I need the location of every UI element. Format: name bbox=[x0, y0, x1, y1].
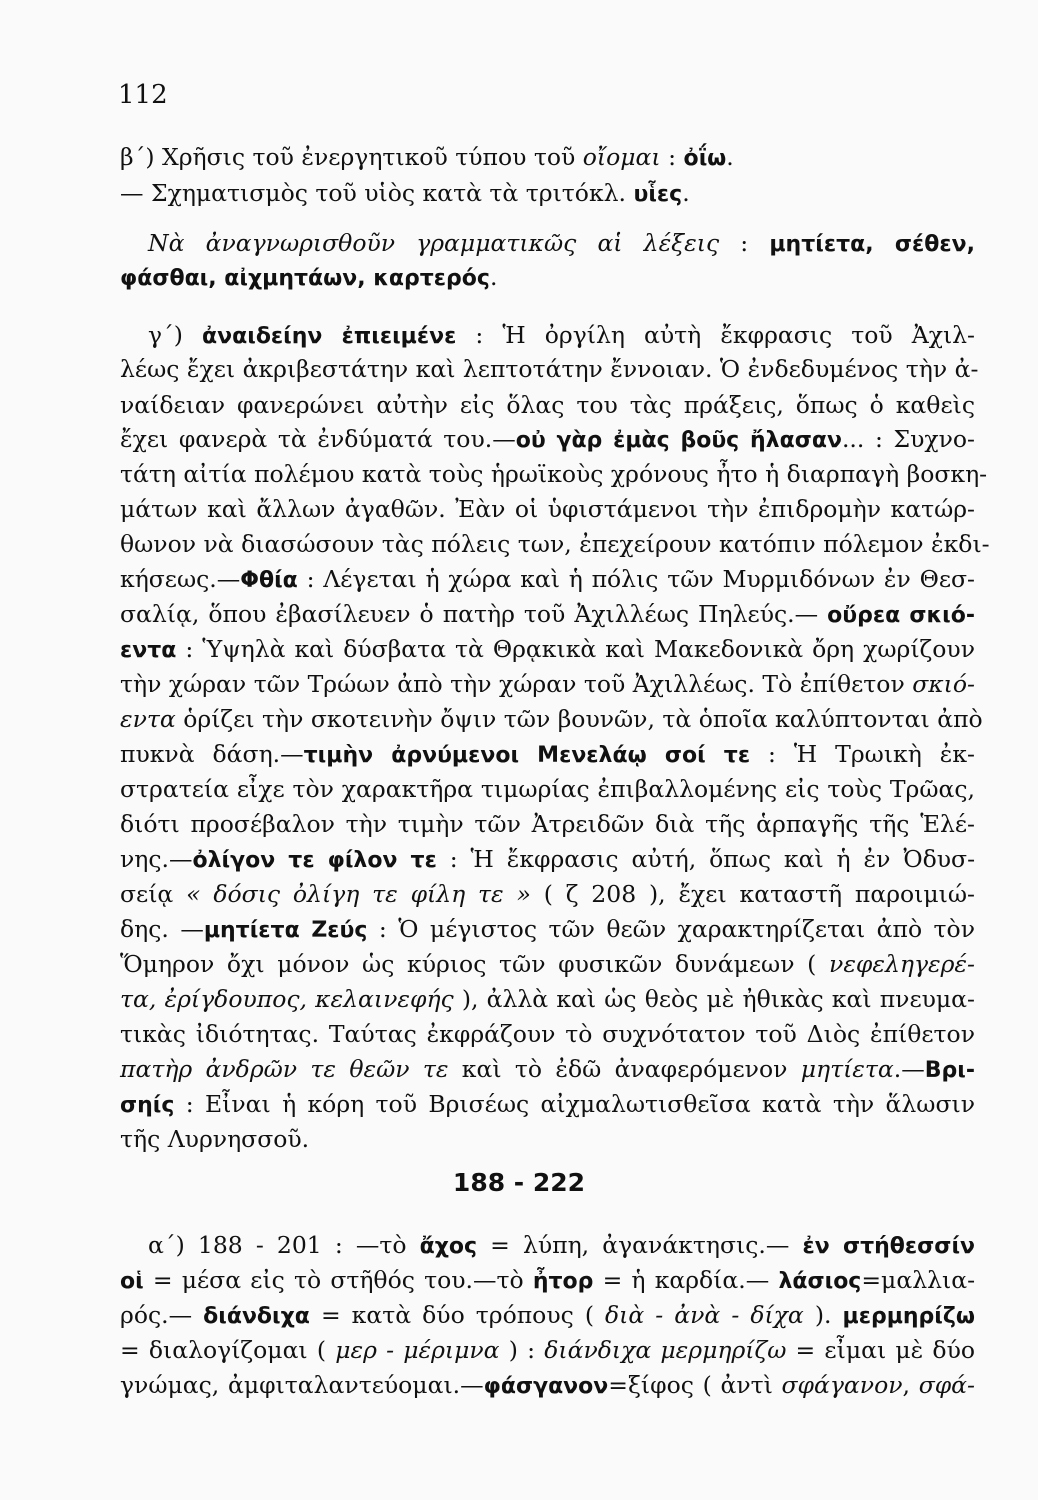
text-run: =μαλλια- bbox=[861, 1266, 976, 1294]
text-run: πυκνὰ δάση.— bbox=[120, 740, 304, 768]
text-line bbox=[148, 318, 975, 354]
italic-text: νεφεληγερέ- bbox=[829, 950, 975, 978]
text-run: κήσεως.— bbox=[120, 565, 241, 593]
text-run: . bbox=[682, 179, 690, 207]
italic-text: μητίετα bbox=[800, 1055, 894, 1083]
bold-term: ἦτορ bbox=[532, 1269, 594, 1294]
text-line bbox=[120, 260, 975, 296]
text-run: =ξίφος ( ἀντὶ bbox=[608, 1371, 782, 1399]
text-run: ) : bbox=[499, 1336, 545, 1364]
bold-term: λάσιος bbox=[778, 1269, 862, 1294]
text-run: = λύπη, ἀγανάκτησις.— bbox=[477, 1231, 803, 1259]
italic-text: τα, ἐρίγδουπος, κελαινεφής bbox=[120, 985, 454, 1013]
text-line bbox=[120, 772, 975, 806]
text-run: δης. — bbox=[120, 915, 204, 943]
bold-term: ἐν στήθεσσίν bbox=[802, 1234, 975, 1259]
text-run: .— bbox=[893, 1055, 925, 1083]
text-line bbox=[120, 422, 975, 458]
text-run: σαλίᾳ, ὅπου ἐβασίλευεν ὁ πατὴρ τοῦ Ἀχιλλέως Πηλεύς.— bbox=[120, 600, 828, 628]
text-run: τῆς Λυρνησσοῦ. bbox=[120, 1125, 310, 1153]
italic-text: Νὰ ἀναγνωρισθοῦν γραμματικῶς αἱ λέξεις bbox=[148, 229, 720, 257]
bold-term: σηίς bbox=[120, 1093, 175, 1118]
text-line bbox=[120, 597, 975, 633]
italic-text: εντα bbox=[120, 705, 176, 733]
bold-term: διάνδιχα bbox=[203, 1304, 310, 1329]
text-run: στρατεία εἶχε τὸν χαρακτῆρα τιμωρίας ἐπιβαλλομένης εἰς τοὺς Τρῶας, bbox=[120, 775, 975, 803]
text-line bbox=[120, 1017, 975, 1051]
text-line bbox=[120, 527, 990, 561]
text-run: γ΄) bbox=[148, 321, 203, 349]
text-line bbox=[120, 352, 979, 386]
bold-term: μητίετα, σέθεν, bbox=[769, 232, 976, 257]
text-line bbox=[120, 140, 975, 176]
text-run: : bbox=[719, 229, 770, 257]
text-line bbox=[120, 388, 975, 422]
text-run: καὶ τὸ ἐδῶ ἀναφερόμενον bbox=[448, 1055, 801, 1083]
text-run: ... : Συχνο- bbox=[841, 425, 975, 453]
bold-term: φάσγανον bbox=[483, 1374, 609, 1399]
bold-term: υἷες bbox=[633, 182, 683, 207]
italic-text: οἴομαι bbox=[582, 143, 661, 171]
text-run: — Σχηματισμὸς τοῦ υἱὸς κατὰ τὰ τριτόκλ. bbox=[120, 179, 634, 207]
text-line bbox=[120, 1368, 975, 1404]
text-line bbox=[120, 562, 975, 598]
text-run: θωνον νὰ διασώσουν τὰς πόλεις των, ἐπεχείρουν κατόπιν πόλεμον ἐκδι- bbox=[120, 530, 990, 558]
text-run: β΄) Χρῆσις τοῦ ἐνεργητικοῦ τύπου τοῦ bbox=[120, 143, 583, 171]
italic-text: μερ - μέριμνα bbox=[335, 1336, 500, 1364]
text-run: : Ἡ Τρωικὴ ἐκ- bbox=[750, 740, 975, 768]
text-run: = ἡ καρδία.— bbox=[593, 1266, 779, 1294]
text-run: ), ἀλλὰ καὶ ὡς θεὸς μὲ ἠθικὰς καὶ πνευμα- bbox=[453, 985, 975, 1013]
bold-term: ἄχος bbox=[419, 1234, 478, 1259]
bold-term: ὀΐω bbox=[683, 146, 727, 171]
italic-text: διάνδιχα μερμηρίζω bbox=[544, 1336, 787, 1364]
bold-term: ὀλίγον τε φίλον τε bbox=[192, 848, 437, 873]
text-line bbox=[148, 1228, 975, 1264]
text-line bbox=[120, 492, 975, 526]
text-run: διότι προσέβαλον τὴν τιμὴν τῶν Ἀτρειδῶν διὰ τῆς ἁρπαγῆς τῆς Ἑλέ- bbox=[120, 810, 975, 838]
text-run: = διαλογίζομαι ( bbox=[120, 1336, 336, 1364]
text-run: : Εἶναι ἡ κόρη τοῦ Βρισέως αἰχμαλωτισθεῖσα κατὰ τὴν ἅλωσιν bbox=[174, 1090, 975, 1118]
italic-text: « δόσις ὀλίγη τε φίλη τε » bbox=[186, 880, 531, 908]
text-line bbox=[120, 176, 975, 212]
text-line bbox=[148, 226, 975, 262]
text-line bbox=[120, 947, 975, 981]
text-line bbox=[120, 1122, 975, 1156]
text-run: α΄) 188 - 201 : —τὸ bbox=[148, 1231, 420, 1259]
bold-term: οὐ γὰρ ἐμὰς βοῦς ἤλασαν bbox=[515, 428, 842, 453]
bold-term: ἀναιδείην ἐπιειμένε bbox=[202, 324, 457, 349]
italic-text: πατὴρ ἀνδρῶν τε θεῶν τε bbox=[120, 1055, 449, 1083]
text-line bbox=[120, 877, 975, 911]
text-run: . bbox=[726, 143, 734, 171]
text-run: : Ὑψηλὰ καὶ δύσβατα τὰ Θρᾳκικὰ καὶ Μακεδονικὰ ὄρη χωρίζουν bbox=[176, 635, 975, 663]
text-run: νης.— bbox=[120, 845, 193, 873]
text-run: : bbox=[660, 143, 684, 171]
text-line bbox=[120, 737, 975, 773]
text-line bbox=[120, 807, 975, 841]
bold-term: Φθία bbox=[240, 568, 298, 593]
bold-term: Βρι- bbox=[924, 1058, 975, 1083]
text-line bbox=[120, 1333, 975, 1367]
text-line bbox=[120, 1298, 975, 1334]
section-heading: 188 - 222 bbox=[452, 1168, 586, 1197]
text-run: τὴν χώραν τῶν Τρώων ἀπὸ τὴν χώραν τοῦ Ἀχιλλέως. Τὸ ἐπίθετον bbox=[120, 670, 913, 698]
italic-text: σφάγανον bbox=[781, 1371, 903, 1399]
text-line bbox=[120, 667, 975, 701]
text-line bbox=[120, 457, 988, 491]
text-line bbox=[120, 912, 975, 948]
text-run: . bbox=[489, 263, 498, 291]
text-run: = κατὰ δύο τρόπους ( bbox=[309, 1301, 606, 1329]
text-run: ( ζ 208 ), ἔχει καταστῆ παροιμιώ- bbox=[530, 880, 975, 908]
text-line bbox=[120, 1052, 975, 1088]
bold-term: τιμὴν ἀρνύμενοι Μενελάῳ σοί τε bbox=[303, 743, 751, 768]
bold-term: οὔρεα σκιό- bbox=[827, 603, 975, 628]
bold-term: εντα bbox=[120, 638, 177, 663]
page-number: 112 bbox=[118, 80, 168, 110]
text-run: γνώμας, ἀμφιταλαντεύομαι.— bbox=[120, 1371, 484, 1399]
text-run: ναίδειαν φανερώνει αὐτὴν εἰς ὅλας του τὰς πράξεις, ὅπως ὁ καθεὶς bbox=[120, 391, 975, 419]
text-run: : Ὁ μέγιστος τῶν θεῶν χαρακτηρίζεται ἀπὸ τὸν bbox=[367, 915, 975, 943]
bold-term: οἱ bbox=[120, 1269, 144, 1294]
text-line bbox=[120, 1087, 975, 1123]
text-run: = εἶμαι μὲ δύο bbox=[786, 1336, 976, 1364]
text-run: σείᾳ bbox=[120, 880, 187, 908]
italic-text: σκιό- bbox=[912, 670, 975, 698]
bold-term: μερμηρίζω bbox=[842, 1304, 975, 1329]
text-run: μάτων καὶ ἄλλων ἀγαθῶν. Ἐὰν οἱ ὑφιστάμενοι τὴν ἐπιδρομὴν κατώρ- bbox=[120, 495, 975, 523]
text-line bbox=[120, 842, 975, 878]
bold-term: μητίετα Ζεύς bbox=[203, 918, 368, 943]
text-run: : Ἡ ἔκφρασις αὐτή, ὅπως καὶ ἡ ἐν Ὀδυσ- bbox=[436, 845, 976, 873]
text-run: ρός.— bbox=[120, 1301, 204, 1329]
italic-text: διὰ - ἀνὰ - δίχα bbox=[605, 1301, 804, 1329]
text-line bbox=[120, 1263, 975, 1299]
text-run: = μέσα εἰς τὸ στῆθός του.—τὸ bbox=[143, 1266, 533, 1294]
text-run: : Ἡ ὀργίλη αὐτὴ ἔκφρασις τοῦ Ἀχιλ- bbox=[456, 321, 975, 349]
text-run: Ὅμηρον ὄχι μόνον ὡς κύριος τῶν φυσικῶν δυνάμεων ( bbox=[120, 950, 830, 978]
text-run: ὁρίζει τὴν σκοτεινὴν ὄψιν τῶν βουνῶν, τὰ ὁποῖα καλύπτονται ἀπὸ bbox=[175, 705, 983, 733]
text-run: , bbox=[902, 1371, 919, 1399]
text-run: ἔχει φανερὰ τὰ ἐνδύματά του.— bbox=[120, 425, 516, 453]
text-run: λέως ἔχει ἀκριβεστάτην καὶ λεπτοτάτην ἔννοιαν. Ὁ ἐνδεδυμένος τὴν ἀ- bbox=[120, 355, 979, 383]
text-run: : Λέγεται ἡ χώρα καὶ ἡ πόλις τῶν Μυρμιδόνων ἐν Θεσ- bbox=[297, 565, 975, 593]
text-run: ). bbox=[803, 1301, 843, 1329]
text-run: τικὰς ἰδιότητας. Ταύτας ἐκφράζουν τὸ συχνότατον τοῦ Διὸς ἐπίθετον bbox=[120, 1020, 975, 1048]
text-line bbox=[120, 982, 975, 1016]
bold-term: φάσθαι, αἰχμητάων, καρτερός bbox=[120, 266, 490, 291]
text-run: τάτη αἰτία πολέμου κατὰ τοὺς ἡρωϊκοὺς χρόνους ἦτο ἡ διαρπαγὴ βοσκη- bbox=[120, 460, 988, 488]
text-line bbox=[120, 702, 983, 736]
text-line bbox=[120, 632, 975, 668]
italic-text: σφά- bbox=[918, 1371, 975, 1399]
